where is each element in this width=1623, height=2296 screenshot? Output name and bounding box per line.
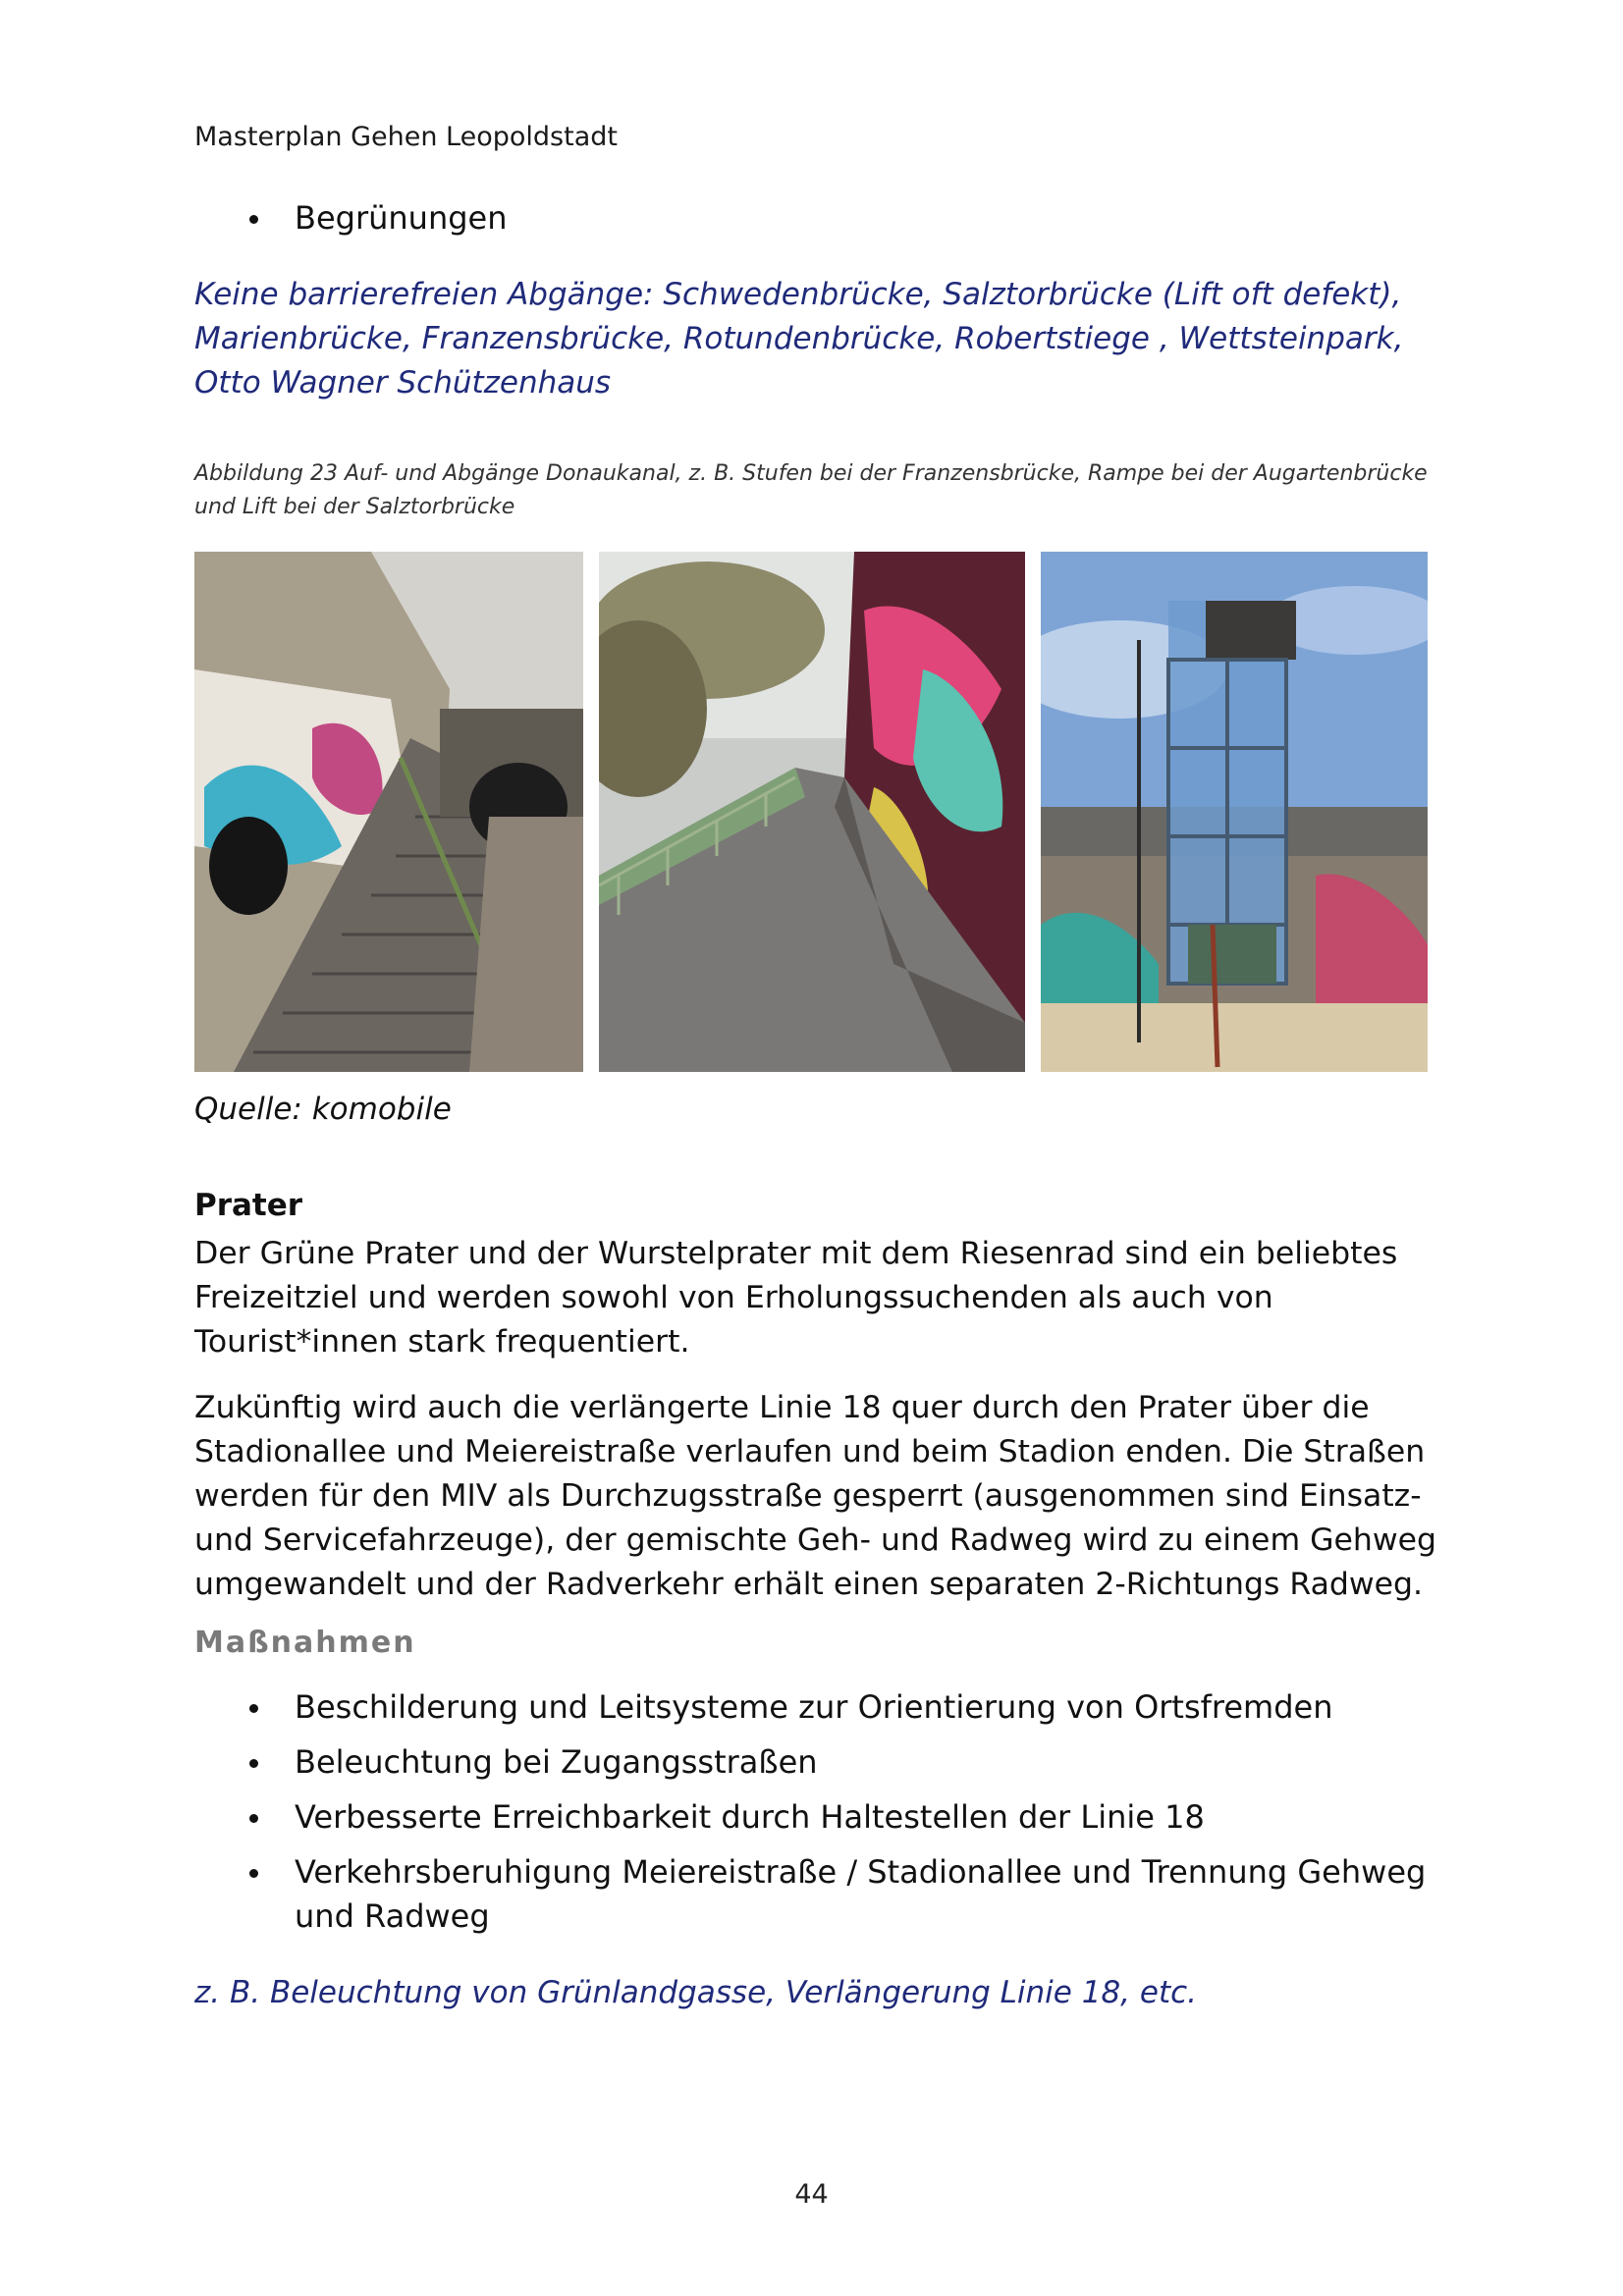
measures-heading: Maßnahmen	[194, 1626, 416, 1660]
photo-stairs	[194, 552, 583, 1072]
photo-ramp	[599, 552, 1025, 1072]
figure-caption: Abbildung 23 Auf- und Abgänge Donaukanal, z. B. Stufen bei der Franzensbrücke, Rampe bei der Augartenbrücke und Lift bei der Salztorbrücke	[194, 461, 1428, 519]
list-item: Verkehrsberuhigung Meiereistraße / Stadionallee und Trennung Gehweg und Radweg	[194, 1850, 1471, 1939]
section-heading: Prater	[194, 1188, 303, 1223]
barrier-free-note: Keine barrierefreien Abgänge: Schwedenbrücke, Salztorbrücke (Lift oft defekt), Marienbrücke, Franzensbrücke, Rotundenbrücke, Robertstiege , Wettsteinpark, Otto Wagner Schützenhaus	[194, 277, 1404, 400]
paragraph-prater-intro: Der Grüne Prater und der Wurstelprater mit dem Riesenrad sind ein beliebtes Freizeitziel und werden sowohl von Erholungssuchenden als auch von Tourist*innen stark frequentiert.	[194, 1236, 1398, 1360]
measures-list	[194, 1685, 1471, 1939]
figure-source: Quelle: komobile	[194, 1092, 452, 1127]
list-item: Beschilderung und Leitsysteme zur Orientierung von Ortsfremden	[194, 1685, 1471, 1730]
running-header: Masterplan Gehen Leopoldstadt	[194, 122, 618, 152]
page-number: 44	[794, 2179, 829, 2210]
list-item: Begrünungen	[194, 196, 508, 240]
paragraph-linie-18: Zukünftig wird auch die verlängerte Linie 18 quer durch den Prater über die Stadionallee und Meiereistraße verlaufen und beim Stadion enden. Die Straßen werden für den MIV als Durchzugsstraße gesperrt (ausgenommen sind Einsatz- und Servicefahrzeuge), der gemischte Geh- und Radweg wird zu einem Gehweg umgewandelt und der Radverkehr erhält einen separaten 2-Richtungs Radweg.	[194, 1390, 1437, 1602]
top-bullet-list	[194, 196, 508, 240]
photo-lift	[1041, 552, 1428, 1072]
list-item: Beleuchtung bei Zugangsstraßen	[194, 1740, 1471, 1785]
example-note: z. B. Beleuchtung von Grünlandgasse, Verlängerung Linie 18, etc.	[194, 1975, 1198, 2010]
list-item: Verbesserte Erreichbarkeit durch Haltestellen der Linie 18	[194, 1795, 1471, 1840]
